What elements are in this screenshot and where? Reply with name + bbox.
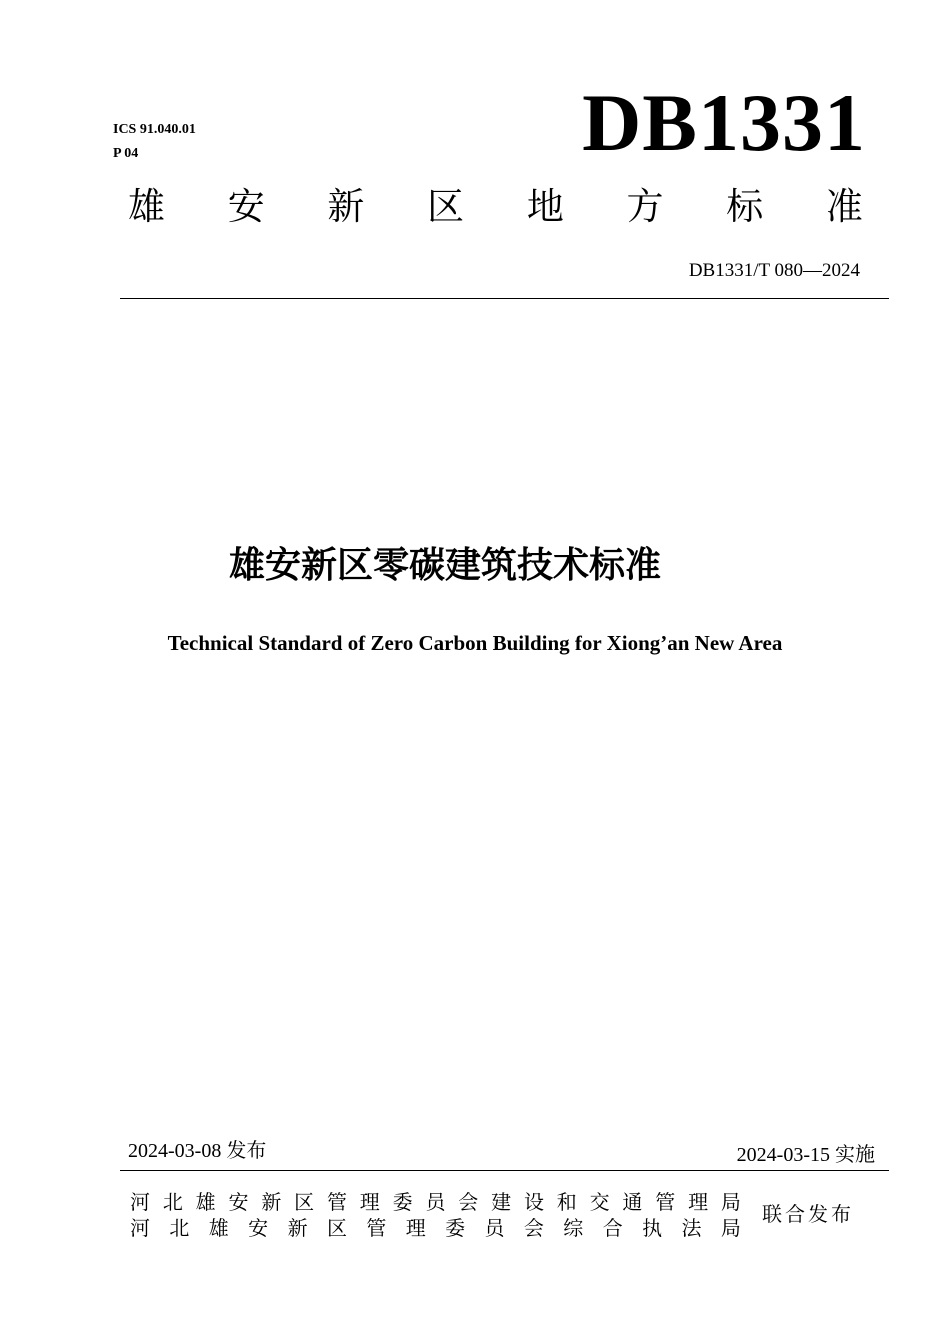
joint-issue-label: 联合发布 <box>762 1202 854 1226</box>
issuer-line-1 <box>130 1189 741 1215</box>
issuer-line-1-char: 通 <box>622 1190 643 1214</box>
issuer-line-2 <box>130 1215 741 1241</box>
issuer-line-1-char: 北 <box>162 1190 183 1214</box>
standard-type-char: 地 <box>526 185 564 228</box>
issuer-line-1-char: 局 <box>720 1190 741 1214</box>
issuer-line-2-char: 河 <box>130 1216 150 1240</box>
issuer-line-1-char: 会 <box>458 1190 479 1214</box>
title-chinese <box>0 540 950 592</box>
issuer-line-1-char: 区 <box>294 1190 315 1214</box>
standard-type-char: 雄 <box>128 185 165 228</box>
category-code: P 04 <box>113 146 139 161</box>
issuer-line-1-char: 建 <box>491 1190 512 1214</box>
ics-code: ICS 91.040.01 <box>113 122 196 137</box>
standard-type-char: 方 <box>626 185 664 228</box>
issuer-line-2-char: 理 <box>405 1216 426 1240</box>
title-english: Technical Standard of Zero Carbon Building for Xiong’an New Area <box>167 631 783 655</box>
issuer-line-2-char: 管 <box>366 1216 387 1240</box>
issuing-authorities <box>130 1189 741 1241</box>
issuer-line-1-char: 安 <box>228 1190 249 1214</box>
issuer-line-2-char: 合 <box>602 1216 623 1240</box>
issuer-line-2-char: 北 <box>169 1216 190 1240</box>
issuer-line-2-char: 员 <box>484 1216 505 1240</box>
standard-type-char: 标 <box>726 185 764 228</box>
issuer-line-2-char: 会 <box>523 1216 544 1240</box>
issuer-line-2-char: 区 <box>326 1216 347 1240</box>
standard-type-char: 区 <box>427 185 465 228</box>
issuer-line-1-char: 新 <box>261 1190 282 1214</box>
title-chinese-text: 雄安新区零碳建筑技术标准 <box>228 545 661 586</box>
issuer-line-2-char: 雄 <box>208 1216 229 1240</box>
issuer-line-1-char: 理 <box>359 1190 380 1214</box>
standard-type-char: 准 <box>825 185 863 228</box>
standard-code: DB1331 <box>582 77 866 168</box>
issuer-line-1-char: 河 <box>130 1190 150 1214</box>
issuer-line-2-char: 新 <box>287 1216 308 1240</box>
issuer-line-2-char: 综 <box>563 1216 584 1240</box>
issue-date: 2024-03-08 发布 <box>128 1140 267 1162</box>
issuer-line-1-char: 管 <box>326 1190 347 1214</box>
issuer-line-2-char: 委 <box>445 1216 466 1240</box>
issuer-line-1-char: 员 <box>425 1190 446 1214</box>
top-divider <box>120 298 889 299</box>
issuer-line-1-char: 雄 <box>195 1190 216 1214</box>
standard-type-char: 安 <box>227 185 265 228</box>
issuer-line-1-char: 管 <box>655 1190 676 1214</box>
standard-number: DB1331/T 080—2024 <box>688 260 860 281</box>
issuer-line-2-char: 法 <box>681 1216 702 1240</box>
classification-block <box>113 118 196 166</box>
issuer-line-2-char: 局 <box>720 1216 741 1240</box>
standard-type-char: 新 <box>327 185 365 228</box>
issuer-line-1-char: 理 <box>688 1190 709 1214</box>
issuer-line-2-char: 执 <box>642 1216 663 1240</box>
issuer-line-2-char: 安 <box>248 1216 269 1240</box>
issuer-line-1-char: 和 <box>556 1190 577 1214</box>
issuer-line-1-char: 设 <box>523 1190 544 1214</box>
bottom-divider <box>120 1170 889 1171</box>
issuer-line-1-char: 交 <box>589 1190 610 1214</box>
implementation-date: 2024-03-15 实施 <box>736 1144 875 1166</box>
standard-type <box>128 184 863 230</box>
issuer-line-1-char: 委 <box>392 1190 413 1214</box>
